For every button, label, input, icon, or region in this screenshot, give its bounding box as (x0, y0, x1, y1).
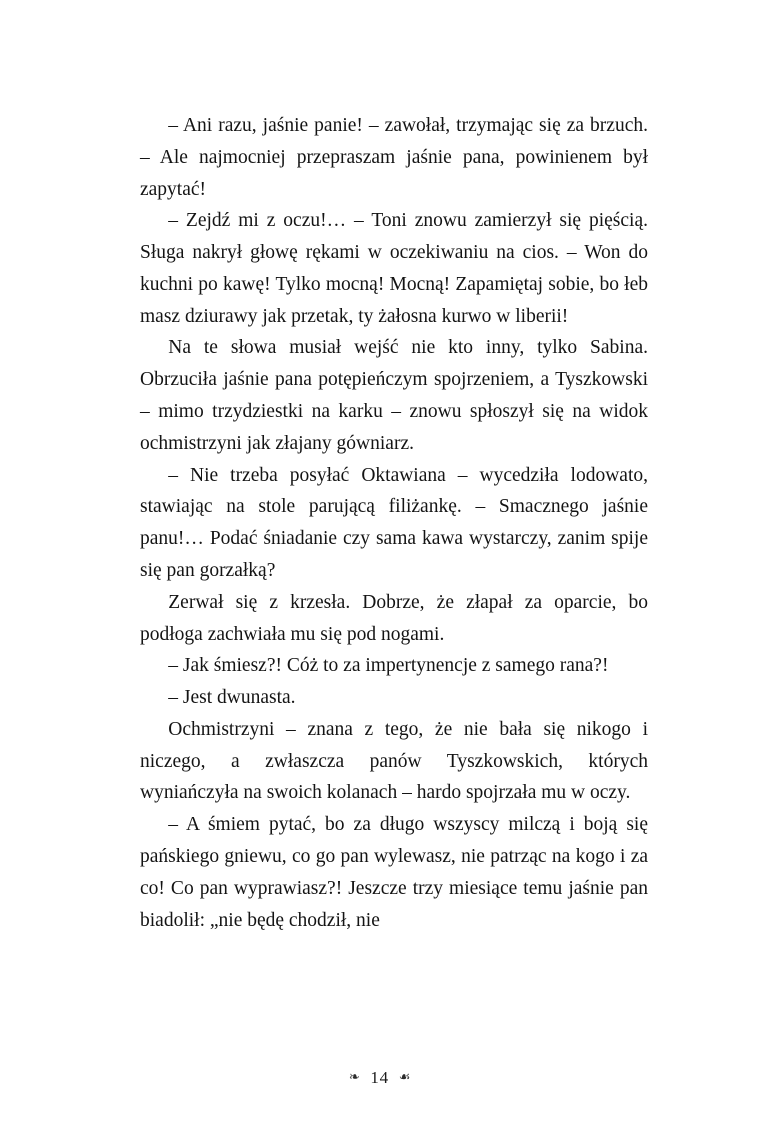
paragraph: – Ani razu, jaśnie panie! – zawołał, trzymając się za brzuch. – Ale najmocniej przepraszam jaśnie pana, powinienem był zapytać! (140, 115, 648, 200)
ornament-right-icon: ☙ (398, 1069, 412, 1084)
paragraph: – Jest dwunasta. (168, 687, 296, 709)
ornament-left-icon: ❧ (348, 1069, 361, 1084)
paragraph: Zerwał się z krzesła. Dobrze, że złapał za oparcie, bo podłoga zachwiała mu się pod nogami. (140, 591, 648, 645)
paragraph: – Jak śmiesz?! Cóż to za impertynencje z samego rana?! (168, 655, 609, 677)
paragraph: – Zejdź mi z oczu!… – Toni znowu zamierzył się pięścią. Sługa nakrył głowę rękami w oczekiwaniu na cios. – Won do kuchni po kawę! Tylko mocną! Mocną! Zapamiętaj sobie, bo łeb masz dziurawy jak przetak, ty żałosna kurwo w liberii! (140, 210, 648, 327)
paragraph: Na te słowa musiał wejść nie kto inny, tylko Sabina. Obrzuciła jaśnie pana potępieńczym spojrzeniem, a Tyszkowski – mimo trzydziestki na karku – znowu spłoszył się na widok ochmistrzyni jak złajany gówniarz. (140, 337, 648, 454)
paragraph: – Nie trzeba posyłać Oktawiana – wycedziła lodowato, stawiając na stole parującą filiżankę. – Smacznego jaśnie panu!… Podać śniadanie czy sama kawa wystarczy, zanim spije się pan gorzałką? (140, 464, 648, 581)
page-number: 14 (370, 1068, 389, 1087)
paragraph: – A śmiem pytać, bo za długo wszyscy milczą i boją się pańskiego gniewu, co go pan wylewasz, nie patrząc na kogo i za co! Co pan wyprawiasz?! Jeszcze trzy miesiące temu jaśnie pan biadolił: „nie będę chodził, nie (140, 814, 648, 931)
paragraph: Ochmistrzyni – znana z tego, że nie bała się nikogo i niczego, a zwłaszcza panów Tyszkowskich, których wyniańczyła na swoich kolanach – hardo spojrzała mu w oczy. (140, 718, 648, 804)
body-text (140, 110, 648, 936)
page-footer (0, 1067, 760, 1088)
